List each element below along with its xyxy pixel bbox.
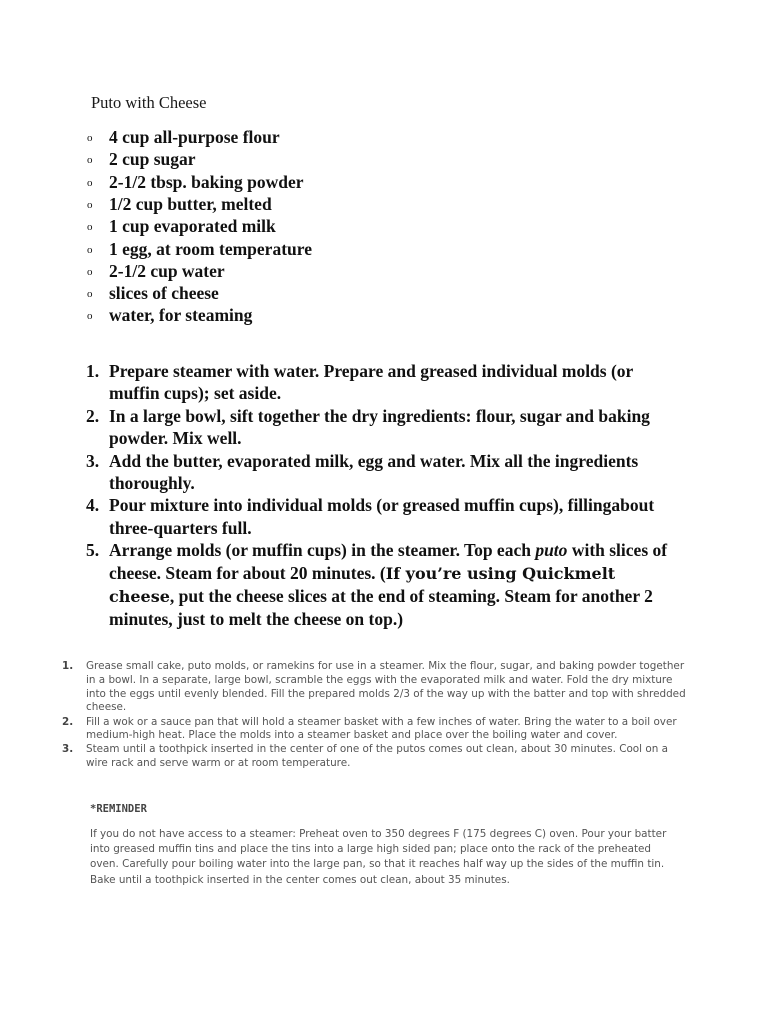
step-text: [109, 539, 669, 631]
ingredient-item: [0, 282, 700, 304]
alt-step-number: 3.: [62, 743, 74, 755]
ingredient-text: 1/2 cup butter, melted: [109, 193, 272, 214]
alt-step-text: Grease small cake, puto molds, or ramekins for use in a steamer. Mix the flour, sugar, and baking powder together in a bowl. In a separate, large bowl, scramble the eggs with the evaporated milk and water. Fold the dry mixture into the eggs until evenly blended. Fill the prepared molds 2/3 of the way up with the batter and top with shredded cheese.: [86, 660, 686, 714]
step-text: In a large bowl, sift together the dry ingredients: flour, sugar and baking powder. Mix well.: [109, 405, 650, 449]
step-text: Pour mixture into individual molds (or greased muffin cups), fillingabout three-quarters full.: [109, 495, 655, 538]
ingredient-text: 2 cup sugar: [109, 149, 196, 170]
step-text: Prepare steamer with water. Prepare and greased individual molds (or muffin cups); set aside.: [109, 361, 634, 404]
ingredient-text: 1 egg, at room temperature: [109, 238, 312, 259]
step-text-part: Arrange molds (or muffin cups) in the steamer. Top each: [109, 540, 536, 561]
ingredient-item: [0, 193, 700, 215]
bullet-icon: o: [87, 132, 93, 144]
reminder-text: If you do not have access to a steamer: Preheat oven to 350 degrees F (175 degrees C) oven. Pour your batter into greased muffin tins and place the tins into a large high sided pan; place onto the rack of the preheated oven. Carefully pour boiling water into the large pan, so that it reaches half way up the sides of the muffin tin. Bake until a toothpick inserted in the center comes out clean, about 35 minutes.: [90, 828, 667, 886]
quickmelt-note: If you’re using Quickmelt cheese: [109, 563, 616, 606]
step-text-italic: puto: [535, 540, 568, 561]
alt-step-text: Steam until a toothpick inserted in the center of one of the putos comes out clean, about 30 minutes. Cool on a wire rack and serve warm or at room temperature.: [86, 743, 668, 769]
bullet-icon: o: [87, 198, 93, 211]
ingredient-item: [0, 260, 700, 282]
ingredient-item: [0, 304, 700, 326]
step-text-part: with slices of cheese. Steam for about 20 minutes. (: [109, 540, 668, 583]
step-number: 4.: [86, 495, 100, 516]
ingredient-item: [0, 148, 700, 170]
step-number: 5.: [86, 540, 100, 561]
ingredient-text: slices of cheese: [109, 283, 219, 304]
ingredient-text: 2-1/2 tbsp. baking powder: [109, 171, 304, 192]
alt-step-text: Fill a wok or a sauce pan that will hold a steamer basket with a few inches of water. Bring the water to a boil over medium-high heat. Place the molds into a steamer basket and place over the boiling water and cover.: [86, 715, 677, 742]
step-text-part: , put the cheese slices at the end of steaming. Steam for another 2 minutes, just to melt the cheese on top.): [109, 586, 653, 630]
ingredient-text: 4 cup all-purpose flour: [109, 127, 280, 147]
ingredient-item: [0, 126, 700, 148]
bullet-icon: o: [87, 221, 93, 234]
bullet-icon: o: [87, 288, 93, 301]
ingredient-text: 1 cup evaporated milk: [109, 216, 276, 237]
reminder-heading: *REMINDER: [90, 803, 147, 815]
bullet-icon: o: [87, 310, 93, 323]
ingredient-text: 2-1/2 cup water: [109, 260, 225, 281]
bullet-icon: o: [87, 265, 93, 278]
bullet-icon: o: [87, 243, 93, 256]
alt-step-number: 2.: [62, 715, 74, 728]
step-text: Add the butter, evaporated milk, egg and water. Mix all the ingredients thoroughly.: [109, 450, 639, 493]
alt-step-number: 1.: [62, 660, 74, 672]
ingredient-text: water, for steaming: [109, 305, 253, 326]
ingredient-item: [0, 238, 700, 260]
step-number: 3.: [86, 450, 100, 471]
step-number: 1.: [86, 361, 100, 381]
ingredient-item: [0, 215, 700, 237]
bullet-icon: o: [87, 176, 93, 189]
step-number: 2.: [86, 405, 100, 426]
ingredient-item: [0, 171, 700, 193]
recipe-title: Puto with Cheese: [91, 93, 207, 112]
bullet-icon: o: [87, 154, 93, 167]
